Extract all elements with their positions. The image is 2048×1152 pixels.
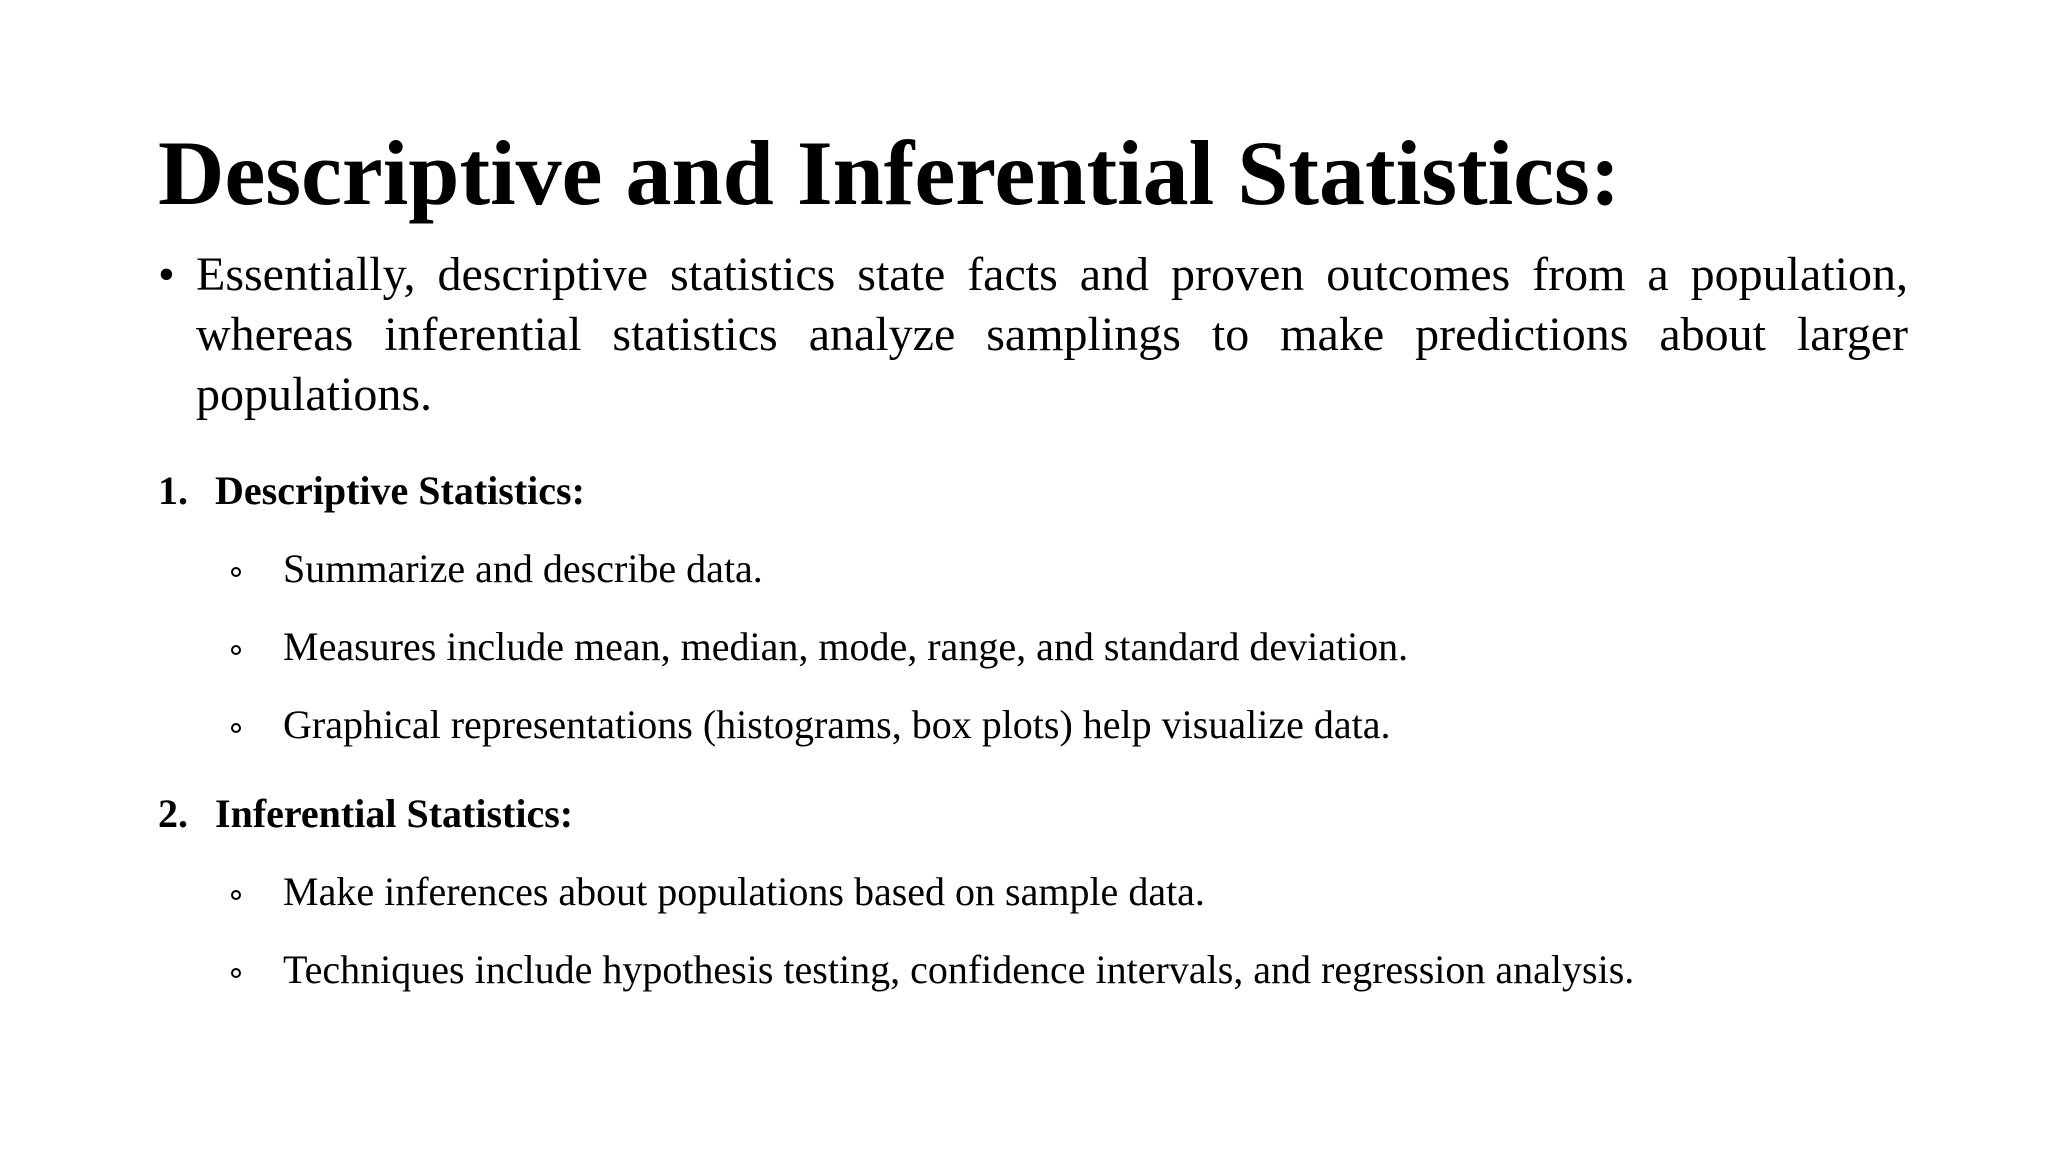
list-item <box>158 864 1908 942</box>
circle-bullet-icon <box>231 968 241 978</box>
section-descriptive-statistics <box>158 463 1908 775</box>
sub-list <box>158 519 1908 775</box>
list-item <box>158 697 1908 775</box>
list-item-text: Make inferences about populations based on sample data. <box>283 869 1205 914</box>
list-item <box>158 541 1908 619</box>
list-item <box>158 619 1908 697</box>
circle-bullet-icon <box>231 890 241 900</box>
list-item-text: Summarize and describe data. <box>283 546 763 591</box>
section-number: 2. <box>158 791 188 836</box>
section-title: Inferential Statistics: <box>215 791 574 836</box>
list-item-text: Measures include mean, median, mode, range, and standard deviation. <box>283 624 1409 669</box>
intro-text: Essentially, descriptive statistics state facts and proven outcomes from a population, whereas inferential statistics analyze samplings to make predictions about larger populations. <box>196 248 1908 421</box>
circle-bullet-icon <box>231 723 241 733</box>
sub-list <box>158 842 1908 1020</box>
circle-bullet-icon <box>231 567 241 577</box>
circle-bullet-icon <box>231 645 241 655</box>
bullet-dot-icon: • <box>158 248 175 301</box>
section-title: Descriptive Statistics: <box>215 468 585 513</box>
list-item <box>158 942 1908 1020</box>
section-number: 1. <box>158 468 188 513</box>
section-heading <box>158 463 1908 519</box>
section-inferential-statistics <box>158 786 1908 1020</box>
intro-bullet-item <box>158 245 1908 425</box>
list-item-text: Graphical representations (histograms, box plots) help visualize data. <box>283 702 1391 747</box>
slide-title: Descriptive and Inferential Statistics: <box>158 122 1621 224</box>
list-item-text: Techniques include hypothesis testing, confidence intervals, and regression analysis. <box>283 947 1635 992</box>
section-heading <box>158 786 1908 842</box>
